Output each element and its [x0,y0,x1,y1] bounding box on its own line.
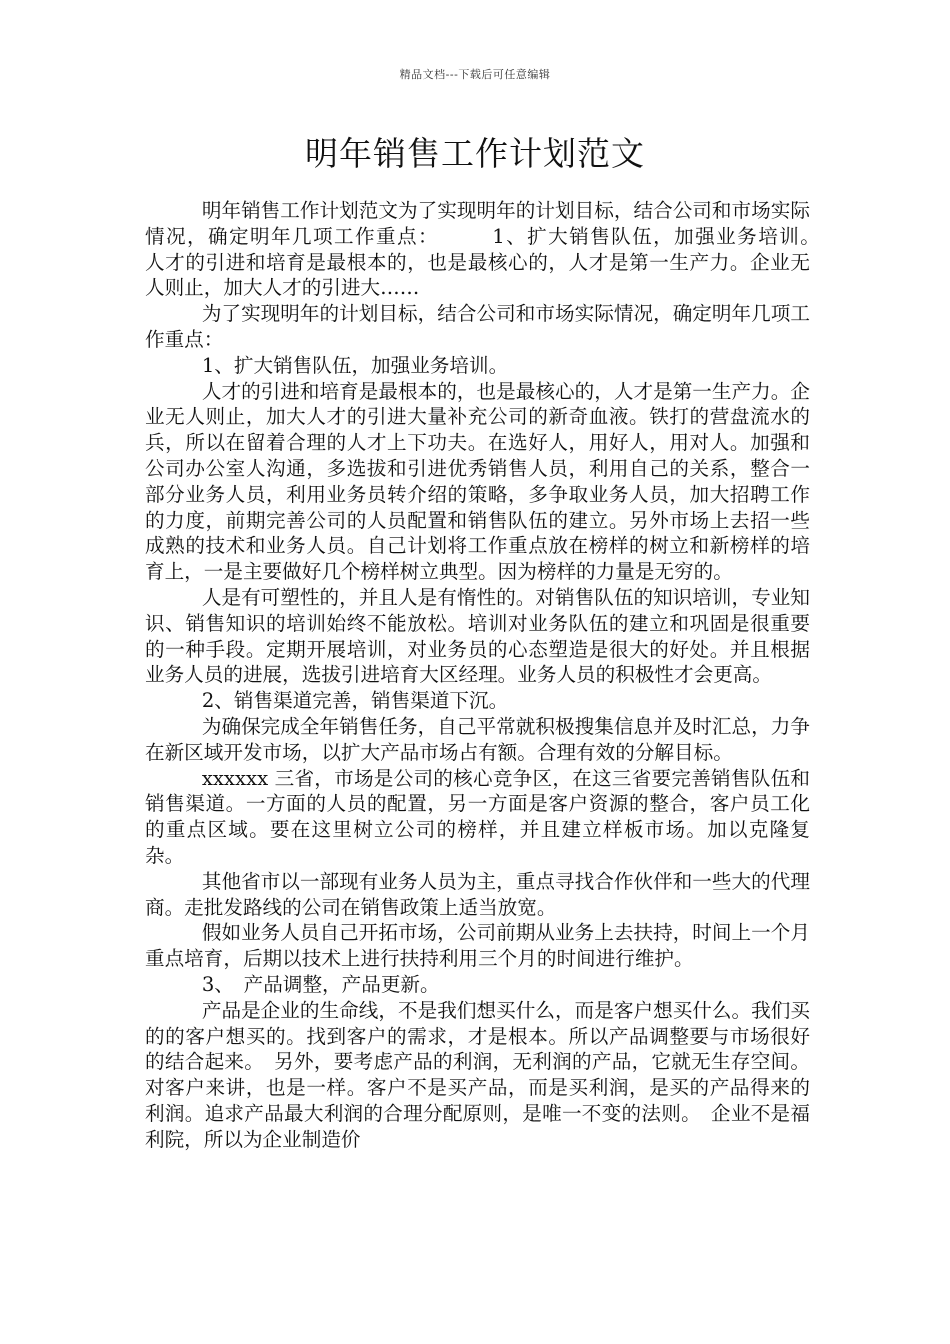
header-note: 精品文档---下载后可任意编辑 [399,68,551,81]
paragraph: 其他省市以一部现有业务人员为主，重点寻找合作伙伴和一些大的代理商。走批发路线的公司在销售政策上适当放宽。 [145,869,810,919]
paragraph: 为确保完成全年销售任务，自己平常就积极搜集信息并及时汇总，力争在新区域开发市场，以扩大产品市场占有额。合理有效的分解目标。 [145,714,810,764]
paragraph: xxxxxx 三省，市场是公司的核心竞争区，在这三省要完善销售队伍和销售渠道。一方面的人员的配置，另一方面是客户资源的整合，客户员工化的重点区域。要在这里树立公司的榜样，并且建立样板市场。加以克隆复杂。 [145,766,810,867]
paragraph: 假如业务人员自己开拓市场，公司前期从业务上去扶持，时间上一个月重点培育，后期以技术上进行扶持利用三个月的时间进行维护。 [145,921,810,971]
document-body [145,198,850,1152]
paragraph: 为了实现明年的计划目标，结合公司和市场实际情况，确定明年几项工作重点： [145,302,810,351]
paragraph: 人才的引进和培育是最根本的，也是最核心的，人才是第一生产力。企业无人则止，加大人才的引进大量补充公司的新奇血液。铁打的营盘流水的兵，所以在留着合理的人才上下功夫。在选好人，用好人，用对人。加强和公司办公室人沟通，多选拔和引进优秀销售人员，利用自己的关系，整合一部分业务人员，利用业务员转介绍的策略，多争取业务人员，加大招聘工作的力度，前期完善公司的人员配置和销售队伍的建立。另外市场上去招一些成熟的技术和业务人员。自己计划将工作重点放在榜样的树立和新榜样的培育上，一是主要做好几个榜样树立典型。因为榜样的力量是无穷的。 [145,379,810,584]
section-heading: 2、销售渠道完善，销售渠道下沉。 [201,689,509,713]
section-heading: 3、 产品调整，产品更新。 [201,972,440,996]
section-heading: 1、扩大销售队伍，加强业务培训。 [201,353,509,377]
paragraph: 产品是企业的生命线，不是我们想买什么，而是客户想买什么。我们买的的客户想买的。找到客户的需求，才是根本。所以产品调整要与市场很好的结合起来。 另外，要考虑产品的利润，无利润的产品，它就无生存空间。对客户来讲，也是一样。客户不是买产品，而是买利润，是买的产品得来的利润。追求产品最大利润的合理分配原则，是唯一不变的法则。 企业不是福利院，所以为企业制造价 [145,998,810,1151]
paragraph: 人是有可塑性的，并且人是有惰性的。对销售队伍的知识培训，专业知识、销售知识的培训始终不能放松。培训对业务队伍的建立和巩固是很重要的一种手段。定期开展培训，对业务员的心态塑造是很大的好处。并且根据业务人员的进展，选拔引进培育大区经理。业务人员的积极性才会更高。 [145,585,810,687]
document-title: 明年销售工作计划范文 [305,134,645,173]
paragraph: 明年销售工作计划范文为了实现明年的计划目标，结合公司和市场实际情况，确定明年几项工作重点： 1、扩大销售队伍，加强业务培训。 人才的引进和培育是最根本的，也是最核心的，人才是第一生产力。企业无人则止，加大人才的引进大…… [145,199,850,300]
